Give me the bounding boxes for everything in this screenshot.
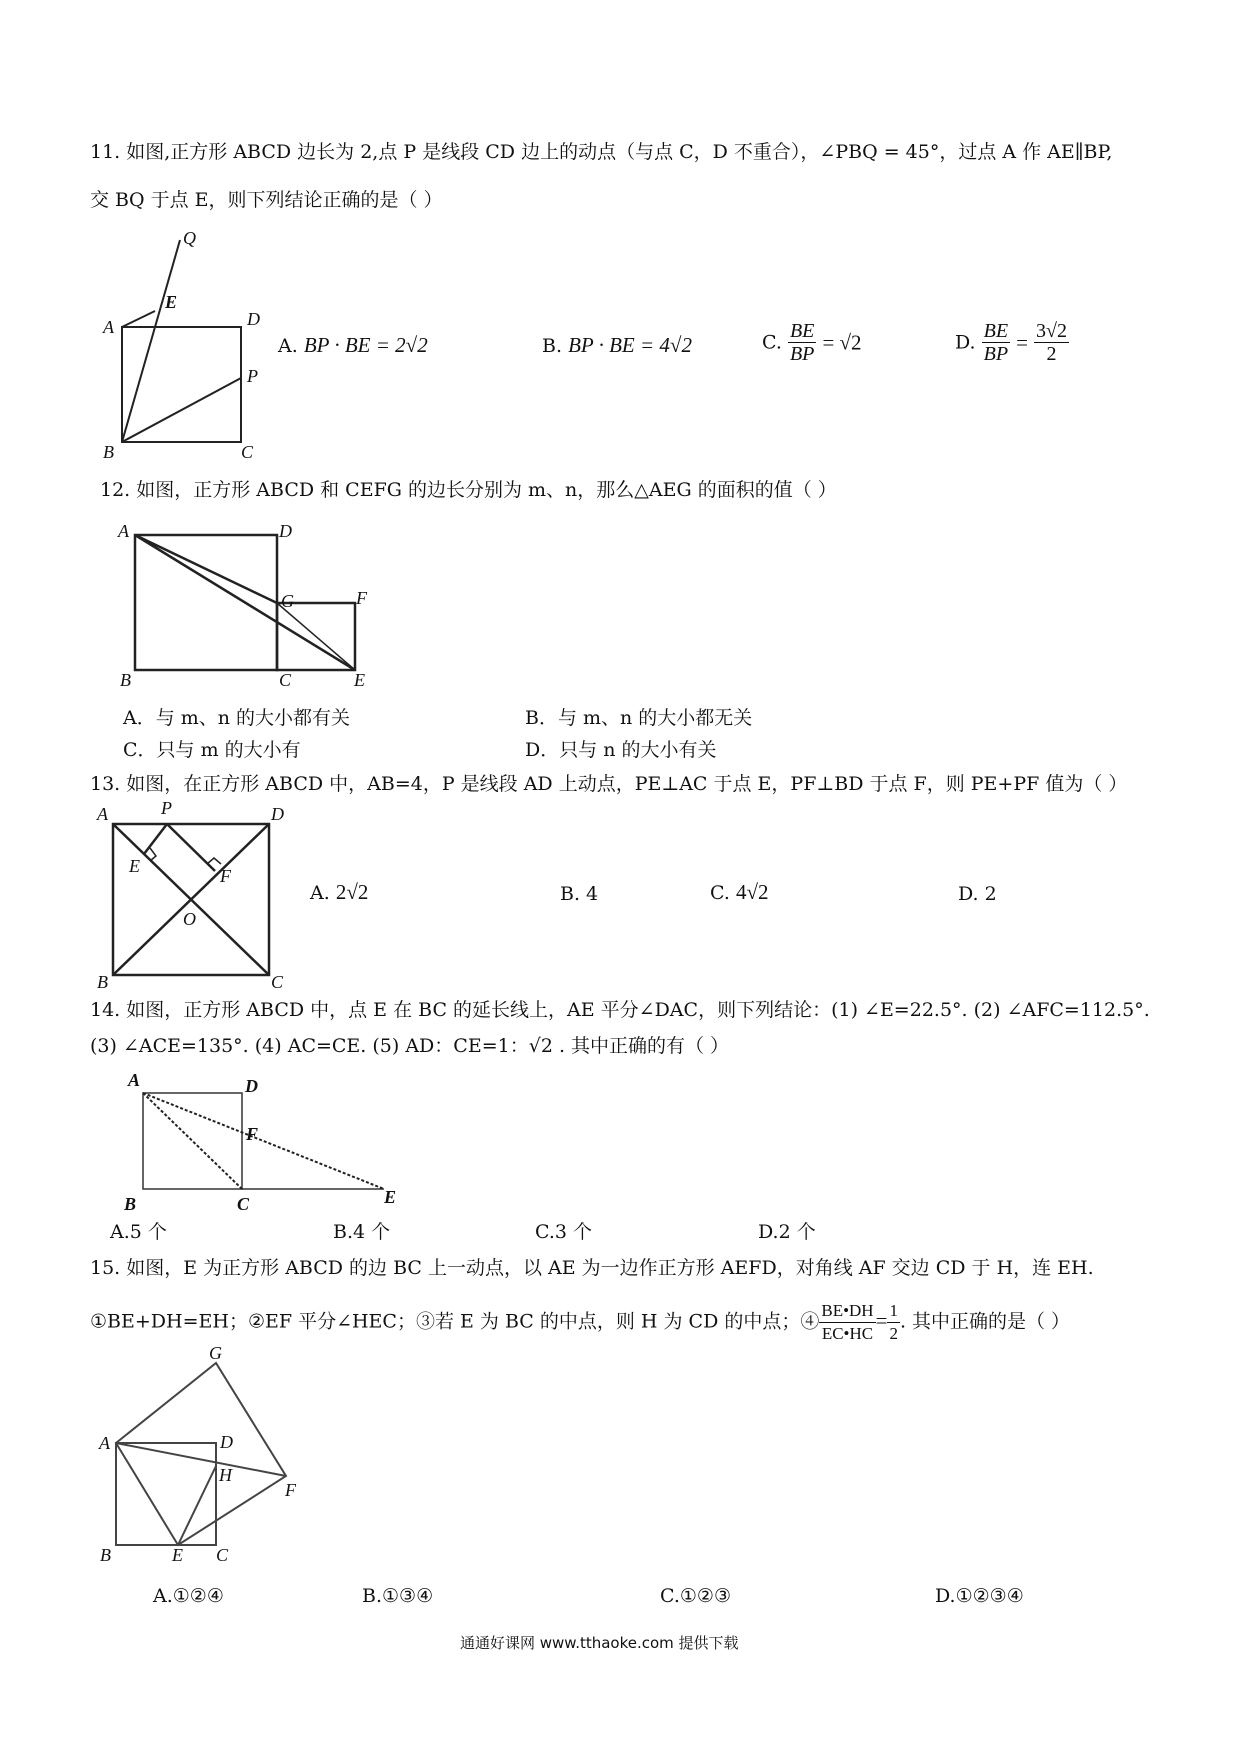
q14-label-B: B: [124, 1194, 137, 1214]
q14-option-c: C.3 个: [535, 1221, 593, 1243]
q13-option-d: D. 2: [958, 883, 997, 905]
q15-frac-den: EC•HC: [821, 1324, 874, 1343]
q15-frac-num: BE•DH: [819, 1300, 875, 1323]
q15-label-B: B: [100, 1545, 111, 1565]
q11-option-d-den: BP: [983, 343, 1009, 365]
q12-option-b: B．与 m、n 的大小都无关: [525, 707, 753, 729]
q13-option-b: B. 4: [560, 883, 599, 905]
q13-label-F: F: [220, 866, 231, 886]
q11-option-d-num: BE: [983, 320, 1009, 342]
q15-line2-pre: ①BE+DH=EH；②EF 平分∠HEC；③若 E 为 BC 的中点，则 H 为 CD 的中点；④: [90, 1310, 820, 1333]
q13-option-a-math: 2√2: [335, 880, 369, 904]
q14-line1: 14. 如图，正方形 ABCD 中，点 E 在 BC 的延长线上，AE 平分∠DAC，则下列结论：(1) ∠E=22.5°. (2) ∠AFC=112.5°.: [90, 999, 1150, 1021]
q13-line1: 13. 如图，在正方形 ABCD 中，AB=4，P 是线段 AD 上动点，PE⊥AC 于点 E，PF⊥BD 于点 F，则 PE+PF 值为（ ）: [90, 773, 1128, 795]
q15-label-F: F: [285, 1480, 296, 1500]
q13-label-B: B: [97, 972, 108, 992]
q12-option-d: D．只与 n 的大小有关: [525, 739, 717, 761]
q12-label-F: F: [356, 588, 367, 608]
q12-label-A: A: [118, 521, 129, 541]
q12-option-a: A．与 m、n 的大小都有关: [123, 707, 351, 729]
q11-option-d-rden: 2: [1046, 343, 1057, 365]
q11-option-d-eq: =: [1016, 330, 1028, 355]
q13-option-c-label: C.: [710, 882, 730, 904]
q12-label-E: E: [354, 670, 365, 690]
q11-line1: 11. 如图,正方形 ABCD 边长为 2,点 P 是线段 CD 边上的动点（与点 C，D 不重合），∠PBQ = 45°，过点 A 作 AE∥BP,: [90, 141, 1113, 163]
q15-line2-post: . 其中正确的是（ ）: [899, 1310, 1071, 1333]
q12-label-B: B: [120, 670, 131, 690]
q14-label-F: F: [246, 1124, 259, 1144]
q15-frac-rden: 2: [889, 1324, 898, 1343]
q11-line2: 交 BQ 于点 E，则下列结论正确的是（ ）: [90, 189, 443, 211]
q11-option-b-math: BP · BE = 4√2: [568, 333, 692, 357]
q11-label-C: C: [241, 442, 254, 462]
q13-label-O: O: [183, 909, 196, 929]
q11-option-c-num: BE: [789, 320, 815, 342]
q11-label-Q: Q: [183, 228, 196, 248]
q14-option-d: D.2 个: [758, 1221, 816, 1243]
q11-label-P: P: [247, 366, 258, 386]
q12-line1: 12. 如图，正方形 ABCD 和 CEFG 的边长分别为 m、n，那么△AEG 的面积的值（ ）: [100, 479, 837, 501]
q11-option-d-rnum: 3√2: [1036, 320, 1068, 342]
q13-label-P: P: [161, 798, 172, 818]
q15-label-A: A: [99, 1433, 110, 1453]
q14-label-C: C: [237, 1194, 250, 1214]
q13-option-c-math: 4√2: [735, 880, 769, 904]
q15-label-H: H: [219, 1465, 232, 1485]
q14-label-E: E: [384, 1187, 397, 1207]
q14-option-a: A.5 个: [110, 1221, 167, 1243]
q13-label-D: D: [271, 804, 284, 824]
q14-label-A: A: [128, 1070, 141, 1090]
q11-option-c-rhs: = √2: [822, 330, 862, 355]
q15-label-D: D: [220, 1432, 233, 1452]
q13-label-C: C: [271, 972, 284, 992]
q13-label-E: E: [129, 856, 140, 876]
q14-option-b: B.4 个: [333, 1221, 391, 1243]
q15-label-E: E: [172, 1545, 183, 1565]
q15-frac-eq: =: [875, 1308, 888, 1333]
footer-source: 通通好课网 www.tthaoke.com 提供下载: [460, 1634, 739, 1652]
q11-option-a-math: BP · BE = 2√2: [303, 333, 428, 357]
q12-label-D: D: [279, 521, 292, 541]
q15-label-C: C: [216, 1545, 229, 1565]
q15-option-c: C.①②③: [660, 1585, 731, 1607]
q15-option-a: A.①②④: [153, 1585, 224, 1607]
q13-label-A: A: [97, 804, 108, 824]
q11-option-d-label: D.: [955, 331, 976, 354]
q15-label-G: G: [209, 1343, 222, 1363]
q11-label-E: E: [165, 292, 178, 312]
q11-option-c-label: C.: [762, 331, 782, 354]
q13-option-a-label: A.: [310, 882, 330, 904]
q12-label-G: G: [281, 591, 294, 611]
q15-frac-rnum: 1: [887, 1300, 900, 1323]
q12-label-C: C: [279, 670, 292, 690]
q14-label-D: D: [245, 1076, 258, 1096]
q11-label-D: D: [247, 309, 260, 329]
q15-line1: 15. 如图，E 为正方形 ABCD 的边 BC 上一动点，以 AE 为一边作正方形 AEFD，对角线 AF 交边 CD 于 H，连 EH.: [90, 1257, 1094, 1279]
q11-option-b-label: B.: [542, 335, 563, 357]
q11-option-a-label: A.: [278, 335, 298, 357]
q15-option-d: D.①②③④: [935, 1585, 1024, 1607]
q12-option-c: C．只与 m 的大小有: [123, 739, 301, 761]
q11-label-A: A: [103, 317, 114, 337]
q11-option-c-den: BP: [789, 343, 815, 365]
q14-line2: (3) ∠ACE=135°. (4) AC=CE. (5) AD：CE=1：√2 . 其中正确的有（ ）: [90, 1035, 730, 1057]
q15-option-b: B.①③④: [362, 1585, 434, 1607]
q11-label-B: B: [103, 442, 114, 462]
